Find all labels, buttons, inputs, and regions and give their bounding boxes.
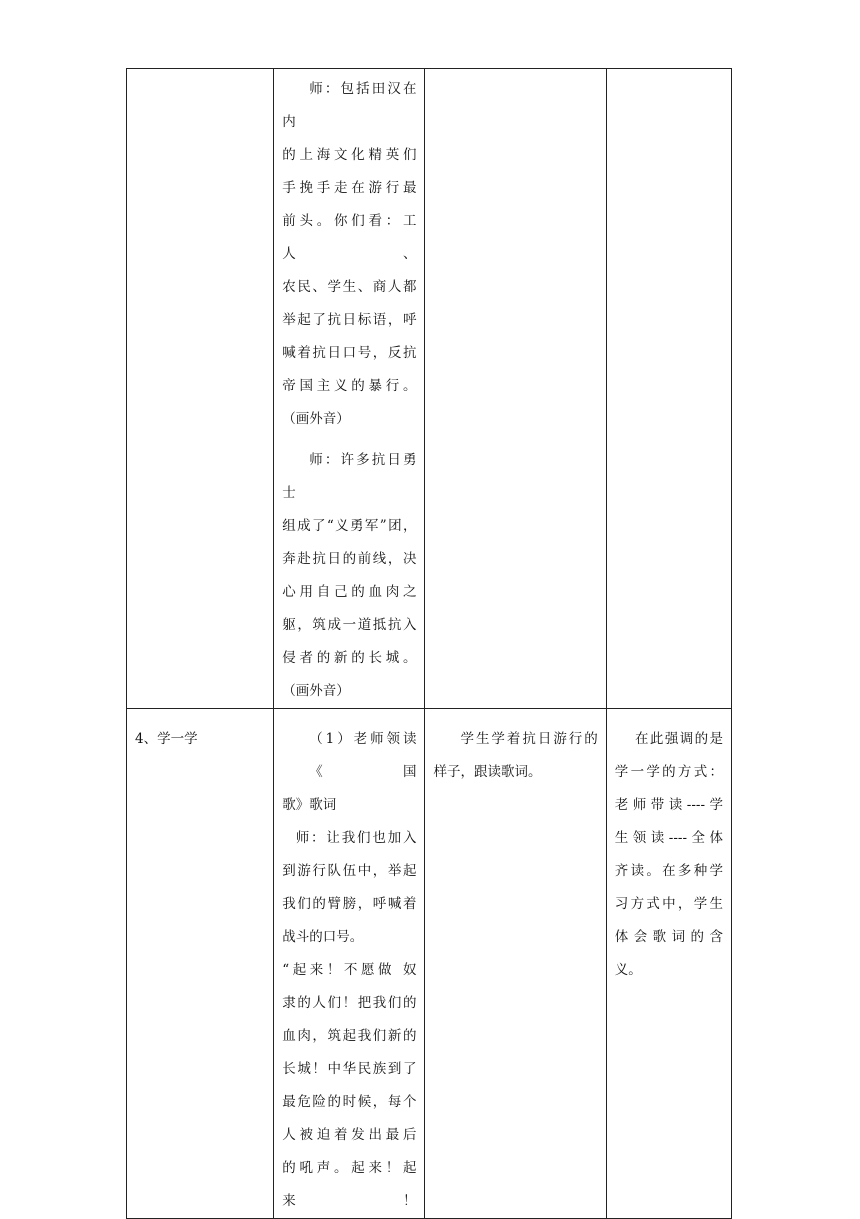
design-intent-text xyxy=(607,709,731,987)
step-label xyxy=(127,69,273,83)
text-line: 习方式中，学生 xyxy=(614,896,723,912)
text-line: 农民、学生、商人都 xyxy=(282,279,417,295)
teacher-activity-cell xyxy=(274,709,425,1219)
text-line: 义。 xyxy=(614,962,642,978)
text-line: 最危险的时候，每个 xyxy=(282,1094,417,1110)
design-intent-paragraph xyxy=(615,723,723,987)
step-cell xyxy=(127,69,274,709)
student-activity-cell xyxy=(425,69,606,709)
step-cell xyxy=(127,709,274,1219)
teacher-activity-cell xyxy=(274,69,425,709)
text-line: 心用自己的血肉之 xyxy=(282,584,417,600)
text-line: 长城！中华民族到了 xyxy=(282,1061,417,1077)
teacher-paragraph xyxy=(282,822,416,954)
step-label: 4、学一学 xyxy=(135,731,198,747)
text-line: 的上海文化精英们 xyxy=(282,147,417,163)
text-line: 到游行队伍中，举起 xyxy=(282,863,417,879)
text-line: （1）老师领读《国 xyxy=(309,731,417,780)
text-line: 帝国主义的暴行。 xyxy=(282,378,417,394)
text-line: 歌》歌词 xyxy=(282,797,337,813)
teacher-paragraph xyxy=(282,954,416,1218)
text-line: 喊着抗日口号，反抗 xyxy=(282,345,417,361)
text-line: 的吼声。起来！起来！ xyxy=(282,1160,417,1209)
teacher-paragraph xyxy=(282,73,416,436)
text-line: 我们的臂膀，呼喊着 xyxy=(282,896,417,912)
text-line: （画外音） xyxy=(282,683,350,699)
text-line: 隶的人们！把我们的 xyxy=(282,995,417,1011)
teacher-paragraph xyxy=(282,723,416,822)
table-row xyxy=(127,709,732,1219)
student-activity-text xyxy=(425,709,605,789)
text-line: 奔赴抗日的前线，决 xyxy=(282,551,417,567)
text-line: 手挽手走在游行最 xyxy=(282,180,417,196)
text-line: 老师带读----学 xyxy=(614,797,723,813)
teacher-activity-text xyxy=(274,709,424,1218)
text-line: 样子，跟读歌词。 xyxy=(433,764,542,780)
text-line: 组成了“义勇军”团， xyxy=(282,518,417,534)
text-line: 前头。你们看：工人、 xyxy=(282,213,417,262)
text-line: 举起了抗日标语，呼 xyxy=(282,312,417,328)
text-line: “起来！不愿做 奴 xyxy=(282,962,417,978)
text-line: 在此强调的是 xyxy=(635,731,723,747)
text-line: 体会歌词的含 xyxy=(614,929,723,945)
text-line: 人被迫着发出最后 xyxy=(282,1127,417,1143)
lesson-plan-table xyxy=(126,68,732,1219)
text-line: 躯，筑成一道抵抗入 xyxy=(282,617,417,633)
text-line: （画外音） xyxy=(282,411,350,427)
text-line: 侵者的新的长城。 xyxy=(282,650,417,666)
text-line: 生领读----全体 xyxy=(614,830,723,846)
design-intent-cell xyxy=(606,69,731,709)
text-line: 师：让我们也加入 xyxy=(295,830,417,846)
design-intent-cell xyxy=(606,709,731,1219)
text-line: 师：许多抗日勇士 xyxy=(282,452,417,501)
teacher-activity-text xyxy=(274,69,424,708)
text-line: 学生学着抗日游行的 xyxy=(460,731,598,747)
table-row xyxy=(127,69,732,709)
text-line: 学一学的方式： xyxy=(614,764,723,780)
student-paragraph xyxy=(433,723,597,789)
text-line: 师：包括田汉在内 xyxy=(282,81,417,130)
teacher-paragraph xyxy=(282,444,416,708)
text-line: 血肉，筑起我们新的 xyxy=(282,1028,417,1044)
student-activity-cell xyxy=(425,709,606,1219)
text-line: 齐读。在多种学 xyxy=(614,863,723,879)
text-line: 战斗的口号。 xyxy=(282,929,364,945)
